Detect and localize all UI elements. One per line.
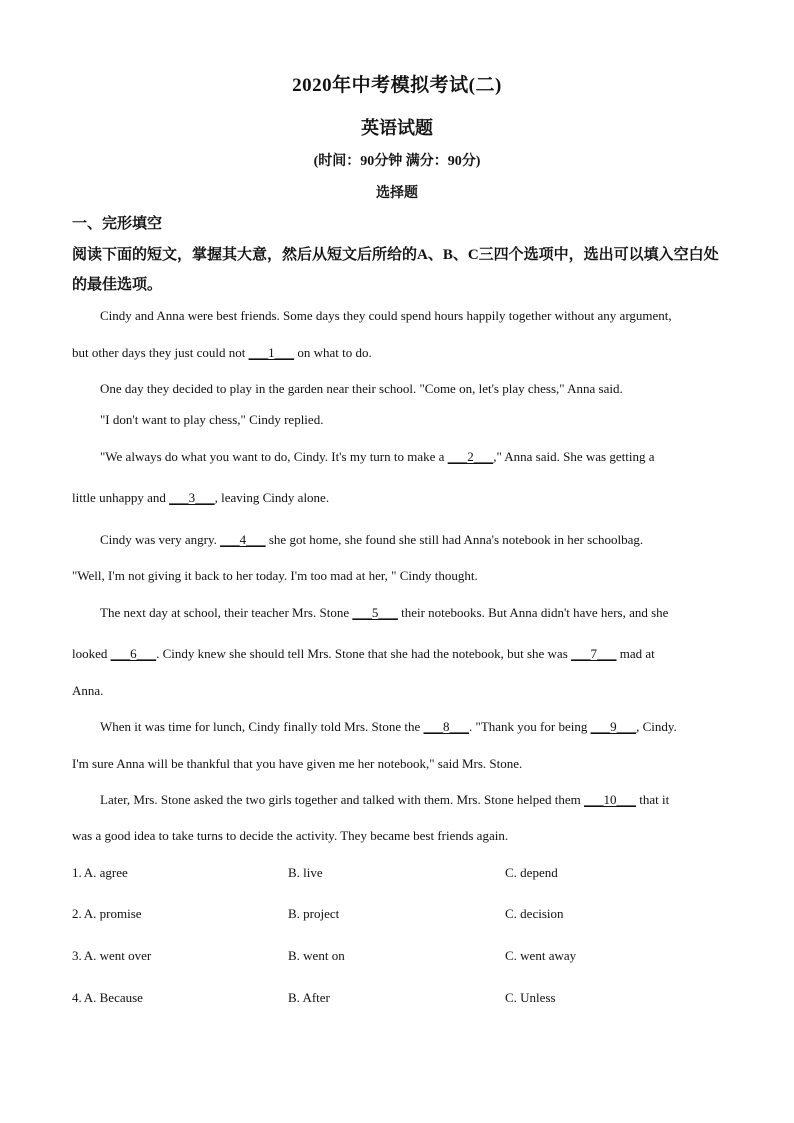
- passage-line: but other days they just could not ___1___ on what to do.: [72, 345, 372, 360]
- question-4-option-a: 4. A. Because: [72, 990, 143, 1005]
- blank-10: ___10___: [584, 792, 636, 807]
- blank-4: ___4___: [220, 532, 266, 547]
- blank-9: ___9___: [590, 719, 637, 734]
- blank-3: ___3___: [169, 490, 215, 505]
- passage-line: Later, Mrs. Stone asked the two girls together and talked with them. Mrs. Stone helped them ___10___ that it: [100, 792, 670, 807]
- passage-line: little unhappy and ___3___, leaving Cindy alone.: [72, 490, 330, 505]
- passage-line: "We always do what you want to do, Cindy. It's my turn to make a ___2___," Anna said. She was getting a: [100, 449, 655, 464]
- question-3-option-b: B. went on: [288, 948, 345, 963]
- question-1-option-c: C. depend: [505, 865, 558, 880]
- exam-subject: 英语试题: [361, 118, 433, 138]
- passage-line: was a good idea to take turns to decide the activity. They became best friends again.: [72, 828, 509, 843]
- blank-6: ___6___: [110, 646, 157, 661]
- passage-line: Anna.: [72, 683, 104, 698]
- passage-line: "Well, I'm not giving it back to her today. I'm too mad at her, " Cindy thought.: [72, 568, 478, 583]
- question-1-option-a: 1. A. agree: [72, 865, 128, 880]
- passage-line: looked ___6___. Cindy knew she should tell Mrs. Stone that she had the notebook, but she was ___7___ mad at: [72, 646, 655, 661]
- question-4-option-c: C. Unless: [505, 990, 556, 1005]
- exam-time-score: (时间：90分钟 满分：90分): [313, 154, 481, 169]
- question-4-option-b: B. After: [288, 990, 330, 1005]
- passage-line: One day they decided to play in the garden near their school. "Come on, let's play chess," Anna said.: [100, 381, 623, 396]
- question-2-option-c: C. decision: [505, 906, 564, 921]
- blank-8: ___8___: [423, 719, 470, 734]
- passage-line: "I don't want to play chess," Cindy replied.: [100, 412, 324, 427]
- question-type: 选择题: [376, 186, 418, 201]
- blank-5: ___5___: [352, 605, 398, 620]
- question-2-option-b: B. project: [288, 906, 340, 921]
- question-1-option-b: B. live: [288, 865, 323, 880]
- passage-line: The next day at school, their teacher Mrs. Stone ___5___ their notebooks. But Anna didn't have hers, and she: [100, 605, 669, 620]
- passage-line: When it was time for lunch, Cindy finally told Mrs. Stone the ___8___. "Thank you for being ___9___, Cindy.: [100, 719, 677, 734]
- passage-line: Cindy and Anna were best friends. Some days they could spend hours happily together without any argument,: [100, 308, 672, 323]
- passage-line: I'm sure Anna will be thankful that you have given me her notebook," said Mrs. Stone.: [72, 756, 523, 771]
- blank-1: ___1___: [248, 345, 295, 360]
- section-heading: 一、完形填空: [72, 216, 163, 232]
- passage-line: Cindy was very angry. ___4___ she got home, she found she still had Anna's notebook in her schoolbag.: [100, 532, 644, 547]
- question-2-option-a: 2. A. promise: [72, 906, 142, 921]
- blank-7: ___7___: [571, 646, 617, 661]
- question-3-option-a: 3. A. went over: [72, 948, 152, 963]
- question-3-option-c: C. went away: [505, 948, 577, 963]
- exam-title: 2020年中考模拟考试(二): [292, 75, 502, 96]
- blank-2: ___2___: [447, 449, 494, 464]
- section-instruction: 阅读下面的短文，掌握其大意，然后从短文后所给的A、B、C三四个选项中，选出可以填入空白处的最佳选项。: [72, 247, 719, 293]
